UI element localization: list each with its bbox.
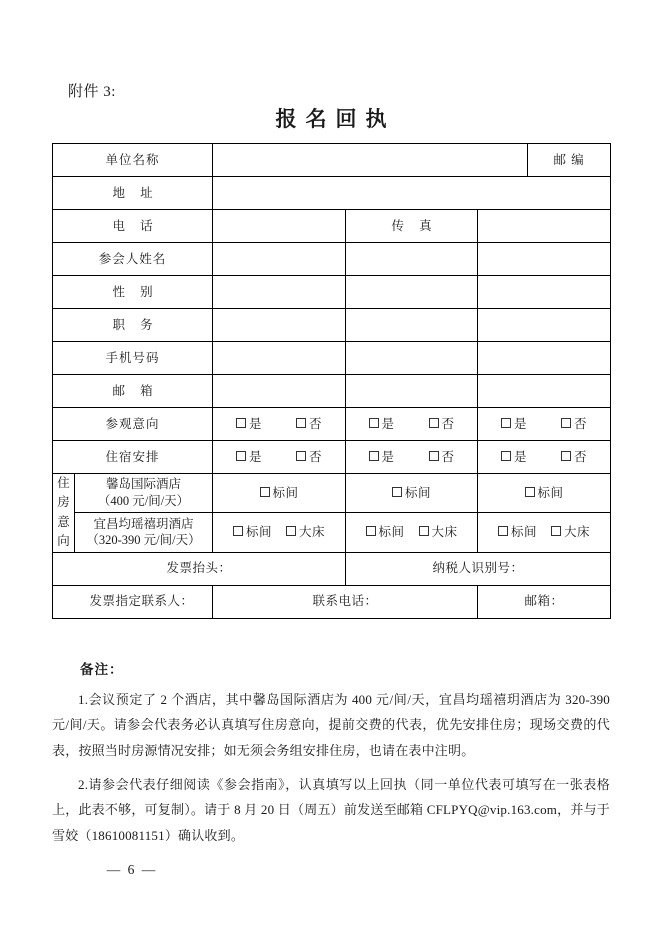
email-label: 邮 箱 <box>53 375 213 408</box>
mobile-value-1[interactable] <box>213 342 346 375</box>
fax-value[interactable] <box>478 210 611 243</box>
table-row-unit-name <box>53 144 611 177</box>
checkbox-box-icon <box>236 418 246 428</box>
checkbox-hotel2-standard-2[interactable] <box>366 524 405 541</box>
table-row-hotel-1 <box>53 474 611 513</box>
table-row-invoice-contact <box>53 585 611 618</box>
checkbox-accommodation-no-3[interactable] <box>561 449 587 466</box>
table-row-hotel-2 <box>53 513 611 552</box>
checkbox-label: 否 <box>441 416 455 431</box>
hotel-1-name: 馨岛国际酒店 <box>106 477 182 492</box>
checkbox-box-icon <box>366 526 376 536</box>
housing-intent-char-2: 房 <box>57 495 70 510</box>
checkbox-box-icon <box>296 451 306 461</box>
checkbox-box-icon <box>561 418 571 428</box>
checkbox-box-icon <box>501 451 511 461</box>
checkbox-box-icon <box>369 451 379 461</box>
checkbox-box-icon <box>429 451 439 461</box>
mobile-value-3[interactable] <box>478 342 611 375</box>
mobile-label: 手机号码 <box>53 342 213 375</box>
email-value-3[interactable] <box>478 375 611 408</box>
housing-intent-vertical-label <box>53 474 75 553</box>
checkbox-label: 否 <box>441 449 455 464</box>
checkbox-accommodation-no-1[interactable] <box>296 449 322 466</box>
hotel-2-info <box>75 513 213 552</box>
checkbox-label: 是 <box>514 449 528 464</box>
table-row-position <box>53 309 611 342</box>
checkbox-box-icon <box>525 487 535 497</box>
visit-intent-label: 参观意向 <box>53 408 213 441</box>
accommodation-choices-3 <box>478 441 611 474</box>
checkbox-label: 大床 <box>431 524 458 539</box>
checkbox-visit-yes-1[interactable] <box>236 416 262 433</box>
attendee-name-label: 参会人姓名 <box>53 243 213 276</box>
gender-value-2[interactable] <box>346 276 478 309</box>
checkbox-label: 标间 <box>272 485 299 500</box>
checkbox-label: 标间 <box>511 524 538 539</box>
checkbox-hotel2-king-2[interactable] <box>419 524 458 541</box>
checkbox-label: 是 <box>514 416 528 431</box>
phone-value[interactable] <box>213 210 346 243</box>
checkbox-box-icon <box>260 487 270 497</box>
checkbox-box-icon <box>501 418 511 428</box>
position-value-3[interactable] <box>478 309 611 342</box>
notes-section <box>52 658 610 848</box>
email-value-2[interactable] <box>346 375 478 408</box>
checkbox-accommodation-yes-1[interactable] <box>236 449 262 466</box>
visit-intent-choices-2 <box>346 408 478 441</box>
page-title: 报名回执 <box>275 108 396 131</box>
hotel-2-choices-1 <box>213 513 346 552</box>
checkbox-box-icon <box>551 526 561 536</box>
attachment-label: 附件 3: <box>68 84 116 100</box>
invoice-contact-label[interactable]: 发票指定联系人： <box>53 585 213 618</box>
invoice-email-label[interactable]: 邮箱： <box>478 585 611 618</box>
checkbox-hotel2-king-1[interactable] <box>286 524 325 541</box>
visit-intent-choices-1 <box>213 408 346 441</box>
table-row-visit-intent <box>53 408 611 441</box>
hotel-2-choices-3 <box>478 513 611 552</box>
table-row-phone-fax <box>53 210 611 243</box>
checkbox-hotel2-standard-3[interactable] <box>498 524 537 541</box>
attendee-name-value-1[interactable] <box>213 243 346 276</box>
note-item-2: 2.请参会代表仔细阅读《参会指南》，认真填写以上回执（同一单位代表可填写在一张表格上，此表不够，可复制）。请于 8 月 20 日（周五）前发送至邮箱 CFLPYQ@vip.163.com，并与于雪姣（18610081151）确认收到。 <box>52 777 610 843</box>
checkbox-box-icon <box>286 526 296 536</box>
checkbox-label: 否 <box>309 449 323 464</box>
checkbox-label: 大床 <box>299 524 326 539</box>
checkbox-hotel1-standard-1[interactable] <box>260 485 299 502</box>
table-row-attendee-name <box>53 243 611 276</box>
checkbox-visit-yes-2[interactable] <box>369 416 395 433</box>
housing-intent-char-1: 住 <box>57 476 70 490</box>
table-row-invoice-title <box>53 552 611 585</box>
checkbox-hotel2-standard-1[interactable] <box>233 524 272 541</box>
checkbox-box-icon <box>233 526 243 536</box>
checkbox-label: 否 <box>574 416 588 431</box>
housing-intent-char-3: 意 <box>57 514 70 529</box>
mobile-value-2[interactable] <box>346 342 478 375</box>
attendee-name-value-2[interactable] <box>346 243 478 276</box>
checkbox-hotel1-standard-2[interactable] <box>392 485 431 502</box>
hotel-2-price: （320-390 元/间/天） <box>86 533 201 548</box>
table-row-email <box>53 375 611 408</box>
checkbox-label: 标间 <box>405 485 432 500</box>
visit-intent-choices-3 <box>478 408 611 441</box>
checkbox-box-icon <box>296 418 306 428</box>
hotel-1-info <box>75 474 213 513</box>
housing-intent-char-4: 向 <box>57 534 70 549</box>
checkbox-visit-no-2[interactable] <box>429 416 455 433</box>
invoice-title-label[interactable]: 发票抬头： <box>53 552 346 585</box>
checkbox-visit-no-3[interactable] <box>561 416 587 433</box>
gender-label: 性 别 <box>53 276 213 309</box>
accommodation-choices-1 <box>213 441 346 474</box>
checkbox-accommodation-yes-2[interactable] <box>369 449 395 466</box>
checkbox-accommodation-no-2[interactable] <box>429 449 455 466</box>
hotel-1-choices-2 <box>346 474 478 513</box>
gender-value-3[interactable] <box>478 276 611 309</box>
checkbox-label: 是 <box>249 449 263 464</box>
table-row-gender <box>53 276 611 309</box>
checkbox-label: 是 <box>249 416 263 431</box>
checkbox-label: 大床 <box>564 524 591 539</box>
phone-label: 电 话 <box>53 210 213 243</box>
taxpayer-id-label[interactable]: 纳税人识别号： <box>346 552 611 585</box>
invoice-phone-label[interactable]: 联系电话： <box>213 585 478 618</box>
registration-form-table <box>52 143 611 619</box>
notes-title: 备注： <box>80 662 124 677</box>
checkbox-label: 是 <box>381 449 395 464</box>
checkbox-box-icon <box>561 451 571 461</box>
hotel-1-price: （400 元/间/天） <box>97 494 190 509</box>
address-label: 地 址 <box>53 177 213 210</box>
checkbox-visit-no-1[interactable] <box>296 416 322 433</box>
hotel-1-choices-1 <box>213 474 346 513</box>
checkbox-box-icon <box>498 526 508 536</box>
checkbox-visit-yes-3[interactable] <box>501 416 527 433</box>
accommodation-label: 住宿安排 <box>53 441 213 474</box>
page-number: — 6 — <box>106 862 158 877</box>
checkbox-label: 是 <box>381 416 395 431</box>
checkbox-box-icon <box>236 451 246 461</box>
checkbox-label: 否 <box>574 449 588 464</box>
unit-name-label: 单位名称 <box>53 144 213 177</box>
unit-name-value[interactable] <box>213 144 528 177</box>
checkbox-label: 否 <box>309 416 323 431</box>
checkbox-label: 标间 <box>537 485 564 500</box>
checkbox-accommodation-yes-3[interactable] <box>501 449 527 466</box>
checkbox-label: 标间 <box>378 524 405 539</box>
checkbox-box-icon <box>429 418 439 428</box>
table-row-mobile <box>53 342 611 375</box>
gender-value-1[interactable] <box>213 276 346 309</box>
position-label: 职 务 <box>53 309 213 342</box>
checkbox-box-icon <box>392 487 402 497</box>
checkbox-hotel2-king-3[interactable] <box>551 524 590 541</box>
checkbox-box-icon <box>419 526 429 536</box>
address-value[interactable] <box>213 177 611 210</box>
table-row-address <box>53 177 611 210</box>
postcode-label: 邮 编 <box>528 144 611 177</box>
note-item-1: 1.会议预定了 2 个酒店，其中馨岛国际酒店为 400 元/间/天，宜昌均瑶禧玥酒店为 320-390 元/间/天。请参会代表务必认真填写住房意向，提前交费的代表，优先安排住房；现场交费的代表，按照当时房源情况安排；如无须会务组安排住房，也请在表中注明。 <box>52 692 610 758</box>
hotel-1-choices-3 <box>478 474 611 513</box>
checkbox-label: 标间 <box>246 524 273 539</box>
attendee-name-value-3[interactable] <box>478 243 611 276</box>
position-value-2[interactable] <box>346 309 478 342</box>
position-value-1[interactable] <box>213 309 346 342</box>
checkbox-box-icon <box>369 418 379 428</box>
hotel-2-choices-2 <box>346 513 478 552</box>
email-value-1[interactable] <box>213 375 346 408</box>
checkbox-hotel1-standard-3[interactable] <box>525 485 564 502</box>
accommodation-choices-2 <box>346 441 478 474</box>
fax-label: 传 真 <box>346 210 478 243</box>
hotel-2-name: 宜昌均瑶禧玥酒店 <box>93 516 194 531</box>
table-row-accommodation <box>53 441 611 474</box>
